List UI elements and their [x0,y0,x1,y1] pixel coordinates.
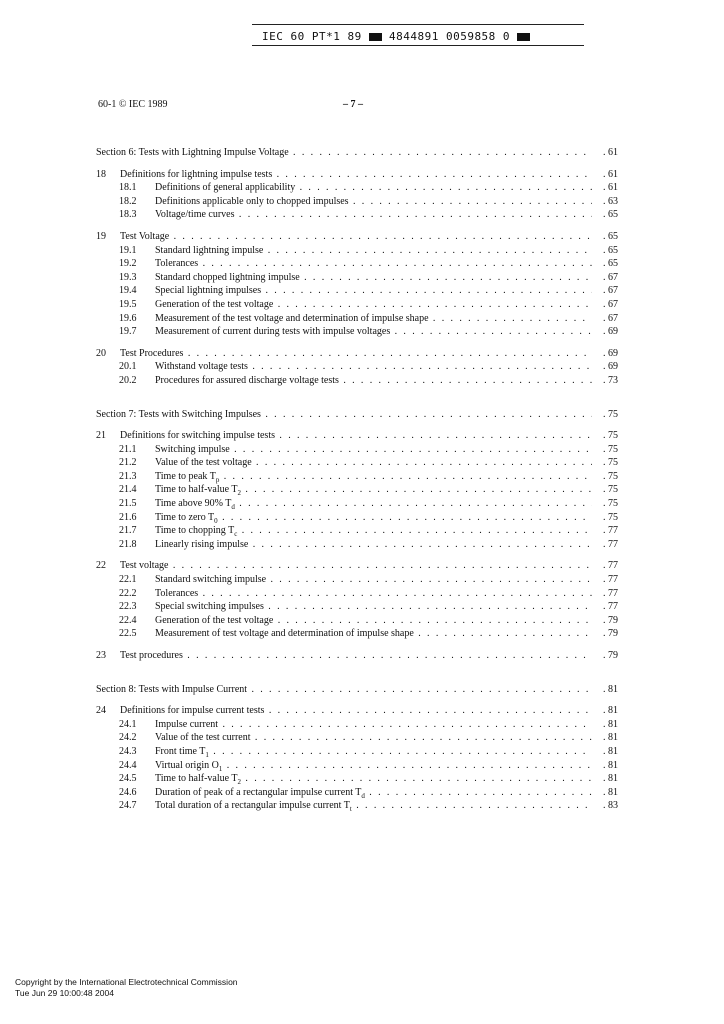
toc-sub-entry [96,600,618,614]
toc-entry-title: Special lightning impulses . . . [155,284,592,298]
toc-entry-page: . 65 [603,209,618,221]
toc-entry-subscript: p [215,475,220,484]
toc-spacer [96,696,618,704]
toc-sub-entry [96,483,618,497]
toc-clause-entry [96,429,618,443]
toc-sub-entry [96,208,618,222]
toc-entry-page: . 77 [603,574,618,586]
toc-entry-subscript: d [231,503,235,512]
toc-entry-title: Time to half-value $T_2$ . . . [155,772,592,790]
toc-entry-number: 21.1 [119,443,137,455]
toc-entry-page: . 61 [603,168,618,180]
toc-entry-page: . 77 [603,525,618,537]
toc-entry-page: . 67 [603,285,618,297]
toc-entry-title: Time to zero $T_0$ . . . [155,511,592,529]
toc-spacer [96,641,618,649]
toc-entry-number: 22.2 [119,587,137,599]
toc-entry-title: Section 6: Tests with Lightning Impulse Voltage . . . [96,146,592,160]
toc-entry-page: . 69 [603,326,618,338]
toc-entry-page: . 75 [603,430,618,442]
toc-entry-page: . 63 [603,195,618,207]
toc-entry-number: 24.7 [119,800,137,812]
toc-entry-page: . 75 [603,511,618,523]
toc-entry-number: 19.5 [119,298,137,310]
toc-clause-entry [96,230,618,244]
toc-entry-number: 20.1 [119,361,137,373]
toc-entry-page: . 81 [603,705,618,717]
toc-entry-number: 24.4 [119,759,137,771]
toc-entry-page: . 81 [603,732,618,744]
toc-sub-entry [96,284,618,298]
toc-clause-entry [96,704,618,718]
toc-entry-number: 19.1 [119,244,137,256]
toc-entry-page: . 79 [603,628,618,640]
toc-entry-number: 21.8 [119,538,137,550]
toc-entry-page: . 81 [603,745,618,757]
toc-entry-page: . 81 [603,683,618,695]
toc-entry-subscript: 2 [237,778,241,787]
toc-entry-title: Test Procedures . . . [120,347,592,361]
toc-entry-title: Duration of peak of a rectangular impulse current $T_d$ . . . [155,786,592,804]
toc-entry-number: 21.3 [119,470,137,482]
toc-entry-page: . 65 [603,244,618,256]
toc-entry-title: Value of the test current . . . [155,731,592,745]
toc-entry-number: 21.2 [119,457,137,469]
toc-clause-entry [96,559,618,573]
toc-entry-subscript: c [234,530,238,539]
toc-entry-title: Impulse current . . . [155,718,592,732]
toc-entry-page: . 81 [603,718,618,730]
toc-entry-page: . 81 [603,786,618,798]
toc-entry-page: . 75 [603,443,618,455]
toc-clause-entry [96,168,618,182]
table-of-contents [96,146,618,813]
toc-entry-number: 22.4 [119,614,137,626]
toc-spacer [96,421,618,429]
toc-entry-page: . 79 [603,614,618,626]
toc-section-entry [96,146,618,160]
toc-entry-page: . 69 [603,361,618,373]
toc-entry-number: 19.4 [119,285,137,297]
toc-sub-entry [96,312,618,326]
toc-entry-number: 24.3 [119,745,137,757]
toc-entry-number: 24 [96,705,106,717]
toc-entry-page: . 61 [603,182,618,194]
toc-entry-number: 19.2 [119,258,137,270]
toc-sub-entry [96,587,618,601]
toc-sub-entry [96,257,618,271]
toc-spacer [96,551,618,559]
toc-entry-page: . 83 [603,800,618,812]
toc-entry-title: Value of the test voltage . . . [155,456,592,470]
header-code-left: IEC 60 PT*1 89 [262,30,362,43]
toc-entry-subscript: 1 [218,764,223,773]
toc-spacer [96,222,618,230]
toc-entry-number: 19.6 [119,312,137,324]
toc-entry-number: 21.6 [119,511,137,523]
toc-entry-page: . 81 [603,759,618,771]
toc-section-entry [96,683,618,697]
toc-entry-number: 20.2 [119,374,137,386]
toc-entry-number: 18.2 [119,195,137,207]
footer-copyright: Copyright by the International Electrotechnical Commission [15,977,238,987]
toc-entry-page: . 77 [603,601,618,613]
toc-entry-number: 24.6 [119,786,137,798]
toc-entry-number: 22.3 [119,601,137,613]
toc-entry-subscript: 1 [205,750,209,759]
toc-entry-page: . 61 [603,147,618,158]
toc-entry-number: 19.3 [119,271,137,283]
toc-sub-entry [96,195,618,209]
toc-entry-title: Special switching impulses . . . [155,600,592,614]
toc-entry-page: . 77 [603,560,618,572]
toc-entry-page: . 79 [603,650,618,661]
toc-entry-subscript: 0 [214,516,218,525]
page-number: – 7 – [343,99,363,110]
toc-sub-entry [96,745,618,759]
toc-clause-entry [96,649,618,663]
toc-entry-subscript: 2 [237,489,241,498]
toc-sub-entry [96,731,618,745]
toc-sub-entry [96,614,618,628]
toc-entry-subscript: d [361,791,365,800]
toc-entry-page: . 75 [603,498,618,510]
toc-entry-title: Measurement of the test voltage and determination of impulse shape . . . [155,312,592,326]
toc-sub-entry [96,470,618,484]
toc-entry-title: Procedures for assured discharge voltage tests . . . [155,374,592,388]
toc-sub-entry [96,511,618,525]
toc-entry-page: . 73 [603,374,618,386]
toc-entry-title: Time to peak $T_p$ . . . [155,470,592,488]
toc-spacer [96,160,618,168]
toc-entry-number: 23 [96,650,106,661]
toc-entry-page: . 75 [603,484,618,496]
toc-entry-title: Test procedures . . . [120,649,592,663]
toc-entry-subscript: t [349,805,352,814]
toc-sub-entry [96,799,618,813]
toc-entry-title: Section 7: Tests with Switching Impulses . . . [96,408,592,422]
toc-entry-page: . 75 [603,457,618,469]
toc-entry-title: Withstand voltage tests . . . [155,360,592,374]
footer-timestamp: Tue Jun 29 10:00:48 2004 [15,988,114,998]
header-rule-bottom [252,45,584,46]
toc-entry-title: Measurement of test voltage and determination of impulse shape . . . [155,627,592,641]
toc-entry-title: Standard chopped lightning impulse . . . [155,271,592,285]
toc-entry-page: . 77 [603,587,618,599]
toc-sub-entry [96,786,618,800]
toc-entry-title: Definitions of general applicability . . . [155,181,592,195]
toc-sub-entry [96,443,618,457]
redaction-block [369,33,382,41]
toc-entry-number: 18.1 [119,182,137,194]
toc-entry-number: 21.5 [119,498,137,510]
toc-sub-entry [96,298,618,312]
toc-spacer [96,663,618,683]
toc-entry-title: Standard switching impulse . . . [155,573,592,587]
toc-entry-number: 19 [96,230,106,242]
document-code-header [262,30,584,43]
toc-entry-page: . 69 [603,347,618,359]
toc-entry-title: Front time $T_1$ . . . [155,745,592,763]
toc-entry-number: 18 [96,168,106,180]
toc-sub-entry [96,374,618,388]
toc-entry-number: 20 [96,347,106,359]
toc-entry-page: . 75 [603,408,618,420]
toc-entry-title: Voltage/time curves . . . [155,208,592,222]
toc-entry-page: . 67 [603,312,618,324]
toc-sub-entry [96,573,618,587]
toc-entry-title: Generation of the test voltage . . . [155,298,592,312]
toc-sub-entry [96,456,618,470]
toc-entry-number: 18.3 [119,209,137,221]
toc-sub-entry [96,718,618,732]
toc-sub-entry [96,627,618,641]
toc-entry-title: Time to chopping $T_c$ . . . [155,524,592,542]
toc-entry-title: Definitions for switching impulse tests . . . [120,429,592,443]
toc-entry-number: 21 [96,430,106,442]
toc-entry-title: Total duration of a rectangular impulse current $T_t$ . . . [155,799,592,817]
toc-sub-entry [96,759,618,773]
toc-entry-number: 24.1 [119,718,137,730]
toc-entry-page: . 81 [603,773,618,785]
toc-entry-number: 24.2 [119,732,137,744]
toc-entry-title: Measurement of current during tests with impulse voltages . . . [155,325,592,339]
toc-sub-entry [96,497,618,511]
toc-entry-title: Generation of the test voltage . . . [155,614,592,628]
toc-entry-number: 22.5 [119,628,137,640]
toc-entry-page: . 75 [603,470,618,482]
toc-entry-number: 19.7 [119,326,137,338]
toc-sub-entry [96,271,618,285]
header-code-mid: 4844891 0059858 0 [388,30,511,43]
toc-sub-entry [96,772,618,786]
toc-entry-title: Definitions for lightning impulse tests . . . [120,168,592,182]
toc-sub-entry [96,538,618,552]
toc-entry-number: 21.7 [119,525,137,537]
toc-entry-number: 22 [96,560,106,572]
toc-sub-entry [96,325,618,339]
toc-sub-entry [96,181,618,195]
toc-entry-title: Standard lightning impulse . . . [155,244,592,258]
toc-entry-title: Switching impulse . . . [155,443,592,457]
toc-section-entry [96,408,618,422]
toc-entry-title: Virtual origin $O_1$ . . . [155,759,592,777]
toc-sub-entry [96,244,618,258]
toc-entry-title: Time above 90% $T_d$ . . . [155,497,592,515]
toc-spacer [96,388,618,408]
toc-entry-number: 24.5 [119,773,137,785]
toc-entry-title: Test Voltage . . . [120,230,592,244]
toc-entry-title: Section 8: Tests with Impulse Current . . . [96,683,592,697]
toc-entry-page: . 67 [603,298,618,310]
redaction-block [517,33,530,41]
toc-entry-page: . 65 [603,258,618,270]
toc-entry-title: Tolerances . . . [155,257,592,271]
toc-entry-number: 21.4 [119,484,137,496]
toc-entry-title: Definitions for impulse current tests . . . [120,704,592,718]
footer [15,977,238,999]
toc-entry-title: Definitions applicable only to chopped impulses . . . [155,195,592,209]
page-copyright: 60-1 © IEC 1989 [98,99,168,110]
toc-entry-title: Time to half-value $T_2$ . . . [155,483,592,501]
toc-entry-page: . 65 [603,230,618,242]
toc-sub-entry [96,524,618,538]
header-rule-top [252,24,584,25]
toc-spacer [96,339,618,347]
toc-entry-title: Tolerances . . . [155,587,592,601]
toc-entry-page: . 77 [603,538,618,550]
toc-sub-entry [96,360,618,374]
toc-entry-page: . 67 [603,271,618,283]
toc-entry-title: Linearly rising impulse . . . [155,538,592,552]
toc-entry-title: Test voltage . . . [120,559,592,573]
toc-entry-number: 22.1 [119,574,137,586]
toc-clause-entry [96,347,618,361]
